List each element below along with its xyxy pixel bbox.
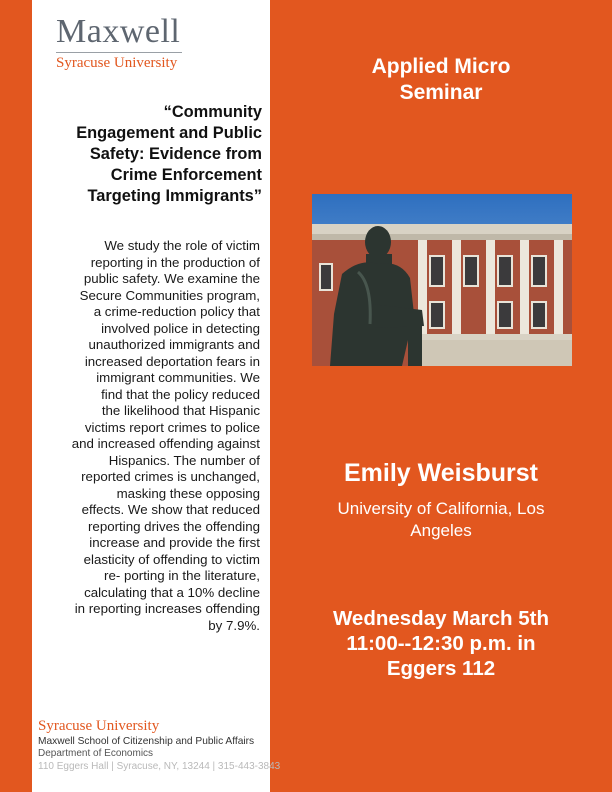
abstract-line: elasticity of offending to victim	[83, 551, 260, 567]
footer-address: 110 Eggers Hall | Syracuse, NY, 13244 | 315-443-3843	[38, 761, 281, 772]
talk-title-line: Crime Enforcement	[110, 166, 262, 184]
abstract-line: reporting in the production of	[90, 254, 260, 270]
abstract-line: in reporting increases offending	[74, 601, 260, 616]
talk-title-line: Engagement and Public	[76, 124, 262, 142]
abstract-line: reporting drives the offending	[88, 518, 260, 534]
speaker-name: Emily Weisburst	[343, 459, 539, 487]
left-accent-bar	[0, 0, 32, 792]
abstract-line: calculating that a 10% decline	[84, 584, 260, 600]
logo-divider	[56, 52, 182, 53]
abstract-line: unauthorized immigrants and	[88, 337, 260, 352]
statue-photo	[312, 194, 572, 366]
event-location: Eggers 112	[386, 657, 496, 680]
event-details	[285, 606, 597, 681]
talk-title-line: “Community	[163, 103, 262, 121]
maxwell-logo-subtitle: Syracuse University	[56, 55, 178, 71]
abstract-line: reported crimes is unchanged,	[81, 469, 260, 484]
abstract-line: a crime-reduction policy that	[93, 304, 260, 319]
footer-department: Department of Economics	[38, 748, 154, 759]
talk-title-line: Safety: Evidence from	[89, 145, 262, 163]
seminar-title-line: Applied Micro	[371, 55, 511, 78]
abstract-line: find that the policy reduced	[101, 386, 260, 402]
seminar-title-line: Seminar	[399, 81, 483, 104]
abstract-line: We study the role of victim	[104, 238, 260, 253]
seminar-title	[270, 54, 612, 106]
footer-school: Maxwell School of Citizenship and Public Affairs	[38, 736, 255, 747]
abstract-line: immigrant communities. We	[96, 370, 260, 385]
abstract-line: increased deportation fears in	[84, 353, 260, 369]
footer	[38, 718, 298, 773]
abstract-line: Hispanics. The number of	[108, 452, 260, 468]
abstract-line: masking these opposing	[116, 485, 260, 501]
abstract-line: Secure Communities program,	[79, 287, 260, 303]
speaker-affiliation	[300, 498, 582, 542]
abstract-line: public safety. We examine the	[83, 271, 260, 286]
maxwell-logo-wordmark: Maxwell	[56, 13, 181, 50]
footer-university: Syracuse University	[38, 718, 160, 734]
abstract-line: involved police in detecting	[101, 320, 260, 336]
speaker-affiliation-line: University of California, Los	[337, 499, 545, 518]
event-time: 11:00--12:30 p.m. in	[346, 632, 536, 655]
speaker-affiliation-line: Angeles	[410, 521, 472, 540]
abstract-line: by 7.9%.	[208, 617, 260, 633]
abstract	[36, 238, 260, 634]
abstract-line: victims report crimes to police	[84, 419, 260, 435]
talk-title-line: Targeting Immigrants”	[87, 187, 262, 205]
abstract-line: increase and provide the first	[89, 535, 260, 550]
abstract-line: effects. We show that reduced	[81, 502, 260, 517]
talk-title	[40, 102, 262, 207]
event-date: Wednesday March 5th	[332, 607, 550, 630]
abstract-line: the likelihood that Hispanic	[101, 403, 260, 418]
abstract-line: and increased offending against	[71, 436, 260, 451]
abstract-line: re- porting in the literature,	[104, 568, 260, 583]
